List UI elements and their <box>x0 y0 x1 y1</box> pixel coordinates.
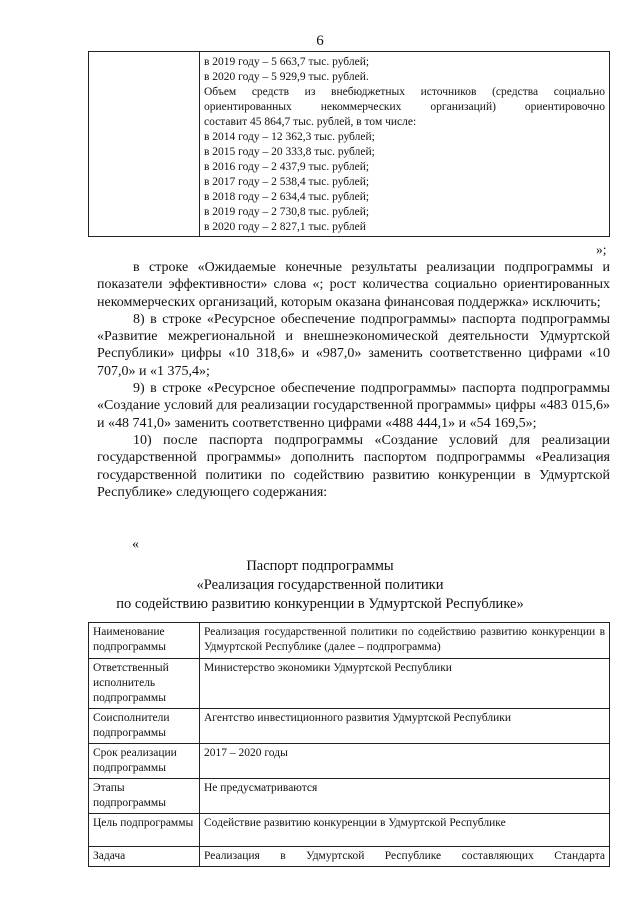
funding-line: в 2020 году – 5 929,9 тыс. рублей. <box>204 71 369 83</box>
row-label: Соисполнители подпрограммы <box>89 709 200 744</box>
table-row <box>89 814 610 847</box>
funding-table <box>88 51 610 237</box>
funding-line: в 2019 году – 2 730,8 тыс. рублей; <box>204 206 370 218</box>
row-value: Реализация государственной политики по содействию развитию конкуренции в Удмуртской Республике (далее – подпрограмма) <box>200 623 610 659</box>
row-label: Этапы подпрограммы <box>89 779 200 814</box>
paragraph: 8) в строке «Ресурсное обеспечение подпрограммы» паспорта подпрограммы «Развитие межрегиональной и внешнеэкономической деятельности Удмуртской Республики» цифры «10 318,6» и «987,0» заменить соответственно цифрами «10 707,0» и «1 375,4»; <box>97 311 610 379</box>
row-label: Наименование подпрограммы <box>89 623 200 659</box>
passport-table <box>88 622 610 867</box>
page-number: 6 <box>316 33 324 49</box>
paragraph: 10) после паспорта подпрограммы «Создание условий для реализации государственной программы» дополнить паспортом подпрограммы «Реализация государственной политики по содействию развитию конкуренции в Удмуртской Республике» следующего содержания: <box>97 432 610 500</box>
row-value: Содействие развитию конкуренции в Удмуртской Республике <box>200 814 610 847</box>
row-label: Задача <box>89 847 200 867</box>
passport-heading-line2: «Реализация государственной политики <box>196 577 444 593</box>
funding-line: в 2018 году – 2 634,4 тыс. рублей; <box>204 191 370 203</box>
paragraph: в строке «Ожидаемые конечные результаты реализации подпрограммы и показатели эффективности» слова «; рост количества социально ориентированных некоммерческих организаций, которым оказана финансовая поддержка» исключить; <box>97 260 610 310</box>
table-row <box>89 847 610 867</box>
row-label: Ответственный исполнитель подпрограммы <box>89 659 200 709</box>
passport-heading-line1: Паспорт подпрограммы <box>246 558 394 574</box>
row-value: Министерство экономики Удмуртской Республики <box>200 659 610 709</box>
paragraph: 9) в строке «Ресурсное обеспечение подпрограммы» паспорта подпрограммы «Создание условий для реализации государственной программы» цифры «483 015,6» и «48 741,0» заменить соответственно цифрами «488 444,1» и «54 169,5»; <box>97 381 610 431</box>
funding-line: в 2019 году – 5 663,7 тыс. рублей; <box>204 56 370 68</box>
row-label: Цель подпрограммы <box>89 814 200 847</box>
funding-table-value-cell <box>200 52 610 237</box>
funding-line: в 2015 году – 20 333,8 тыс. рублей; <box>204 146 375 158</box>
funding-line: в 2020 году – 2 827,1 тыс. рублей <box>204 221 366 233</box>
funding-line: Объем средств из внебюджетных источников (средства социально <box>204 86 605 98</box>
funding-table-label-cell <box>89 52 200 237</box>
funding-line: составит 45 864,7 тыс. рублей, в том числе: <box>204 116 417 128</box>
row-value: Агентство инвестиционного развития Удмуртской Республики <box>200 709 610 744</box>
table-row <box>89 659 610 709</box>
funding-line: ориентированных некоммерческих организаций) ориентировочно <box>204 101 605 113</box>
funding-line: в 2017 году – 2 538,4 тыс. рублей; <box>204 176 370 188</box>
row-value: Не предусматриваются <box>200 779 610 814</box>
opening-quote: « <box>132 537 139 552</box>
table-row <box>89 623 610 659</box>
row-label: Срок реализации подпрограммы <box>89 744 200 779</box>
funding-line: в 2016 году – 2 437,9 тыс. рублей; <box>204 161 370 173</box>
funding-line: в 2014 году – 12 362,3 тыс. рублей; <box>204 131 375 143</box>
table-row <box>89 744 610 779</box>
table-row <box>89 709 610 744</box>
row-value: Реализация в Удмуртской Республике составляющих Стандарта <box>200 847 610 867</box>
table-row <box>89 779 610 814</box>
amendment-text <box>97 259 610 501</box>
passport-heading-line3: по содействию развитию конкуренции в Удмуртской Республике» <box>116 596 524 612</box>
row-value: 2017 – 2020 годы <box>200 744 610 779</box>
closing-quote: »; <box>596 242 607 257</box>
